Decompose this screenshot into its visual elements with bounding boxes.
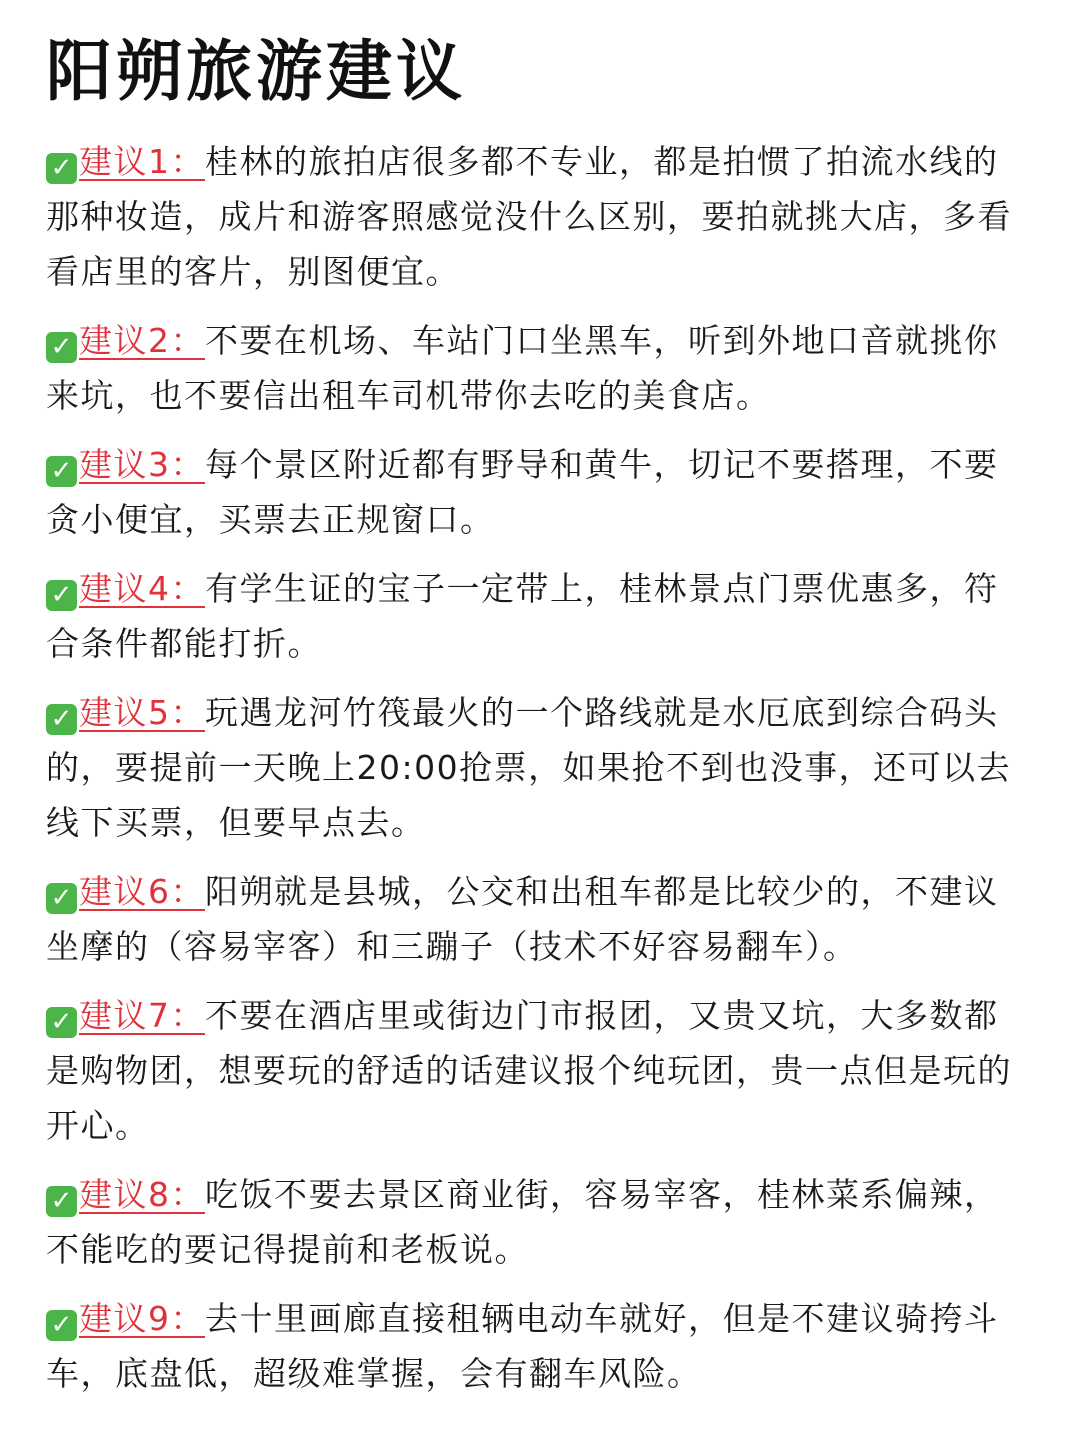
tip-label: 建议1：	[79, 142, 205, 181]
check-icon: ✓	[46, 1007, 77, 1038]
tip-label: 建议6：	[79, 872, 205, 911]
check-icon: ✓	[46, 332, 77, 363]
tip-label: 建议9：	[79, 1299, 205, 1338]
check-icon: ✓	[46, 704, 77, 735]
tip-text: 桂林的旅拍店很多都不专业，都是拍惯了拍流水线的那种妆造，成片和游客照感觉没什么区别，要拍就挑大店，多看看店里的客片，别图便宜。	[46, 142, 1012, 291]
tip-text: 吃饭不要去景区商业街，容易宰客，桂林菜系偏辣，不能吃的要记得提前和老板说。	[46, 1175, 999, 1269]
check-icon: ✓	[46, 580, 77, 611]
tip-text: 阳朔就是县城，公交和出租车都是比较少的，不建议坐摩的（容易宰客）和三蹦子（技术不好容易翻车）。	[46, 872, 999, 966]
tip-text: 有学生证的宝子一定带上，桂林景点门票优惠多，符合条件都能打折。	[46, 569, 999, 663]
check-icon: ✓	[46, 456, 77, 487]
check-icon: ✓	[46, 883, 77, 914]
tip-label: 建议4：	[79, 569, 205, 608]
tip-label: 建议3：	[79, 445, 205, 484]
tip-2	[46, 313, 1020, 423]
tip-label: 建议7：	[79, 996, 205, 1035]
page-title: 阳朔旅游建议	[46, 33, 466, 110]
check-icon: ✓	[46, 1186, 77, 1217]
tip-3	[46, 437, 1020, 547]
check-icon: ✓	[46, 1310, 77, 1341]
tip-5	[46, 685, 1020, 850]
tip-4	[46, 561, 1020, 671]
tip-6	[46, 864, 1020, 974]
tip-label: 建议8：	[79, 1175, 205, 1214]
tips-list	[46, 134, 1020, 1401]
check-icon: ✓	[46, 153, 77, 184]
tip-label: 建议2：	[79, 321, 205, 360]
tip-text: 不要在酒店里或街边门市报团，又贵又坑，大多数都是购物团，想要玩的舒适的话建议报个纯玩团，贵一点但是玩的开心。	[46, 996, 1012, 1145]
tip-8	[46, 1167, 1020, 1277]
tip-text: 去十里画廊直接租辆电动车就好，但是不建议骑挎斗车，底盘低，超级难掌握，会有翻车风险。	[46, 1299, 999, 1393]
tip-text: 不要在机场、车站门口坐黑车，听到外地口音就挑你来坑，也不要信出租车司机带你去吃的美食店。	[46, 321, 999, 415]
tip-label: 建议5：	[79, 693, 205, 732]
tip-1	[46, 134, 1020, 299]
tip-text: 每个景区附近都有野导和黄牛，切记不要搭理，不要贪小便宜，买票去正规窗口。	[46, 445, 999, 539]
tip-7	[46, 988, 1020, 1153]
tip-text: 玩遇龙河竹筏最火的一个路线就是水厄底到综合码头的，要提前一天晚上20:00抢票，如果抢不到也没事，还可以去线下买票，但要早点去。	[46, 693, 1012, 842]
tip-9	[46, 1291, 1020, 1401]
